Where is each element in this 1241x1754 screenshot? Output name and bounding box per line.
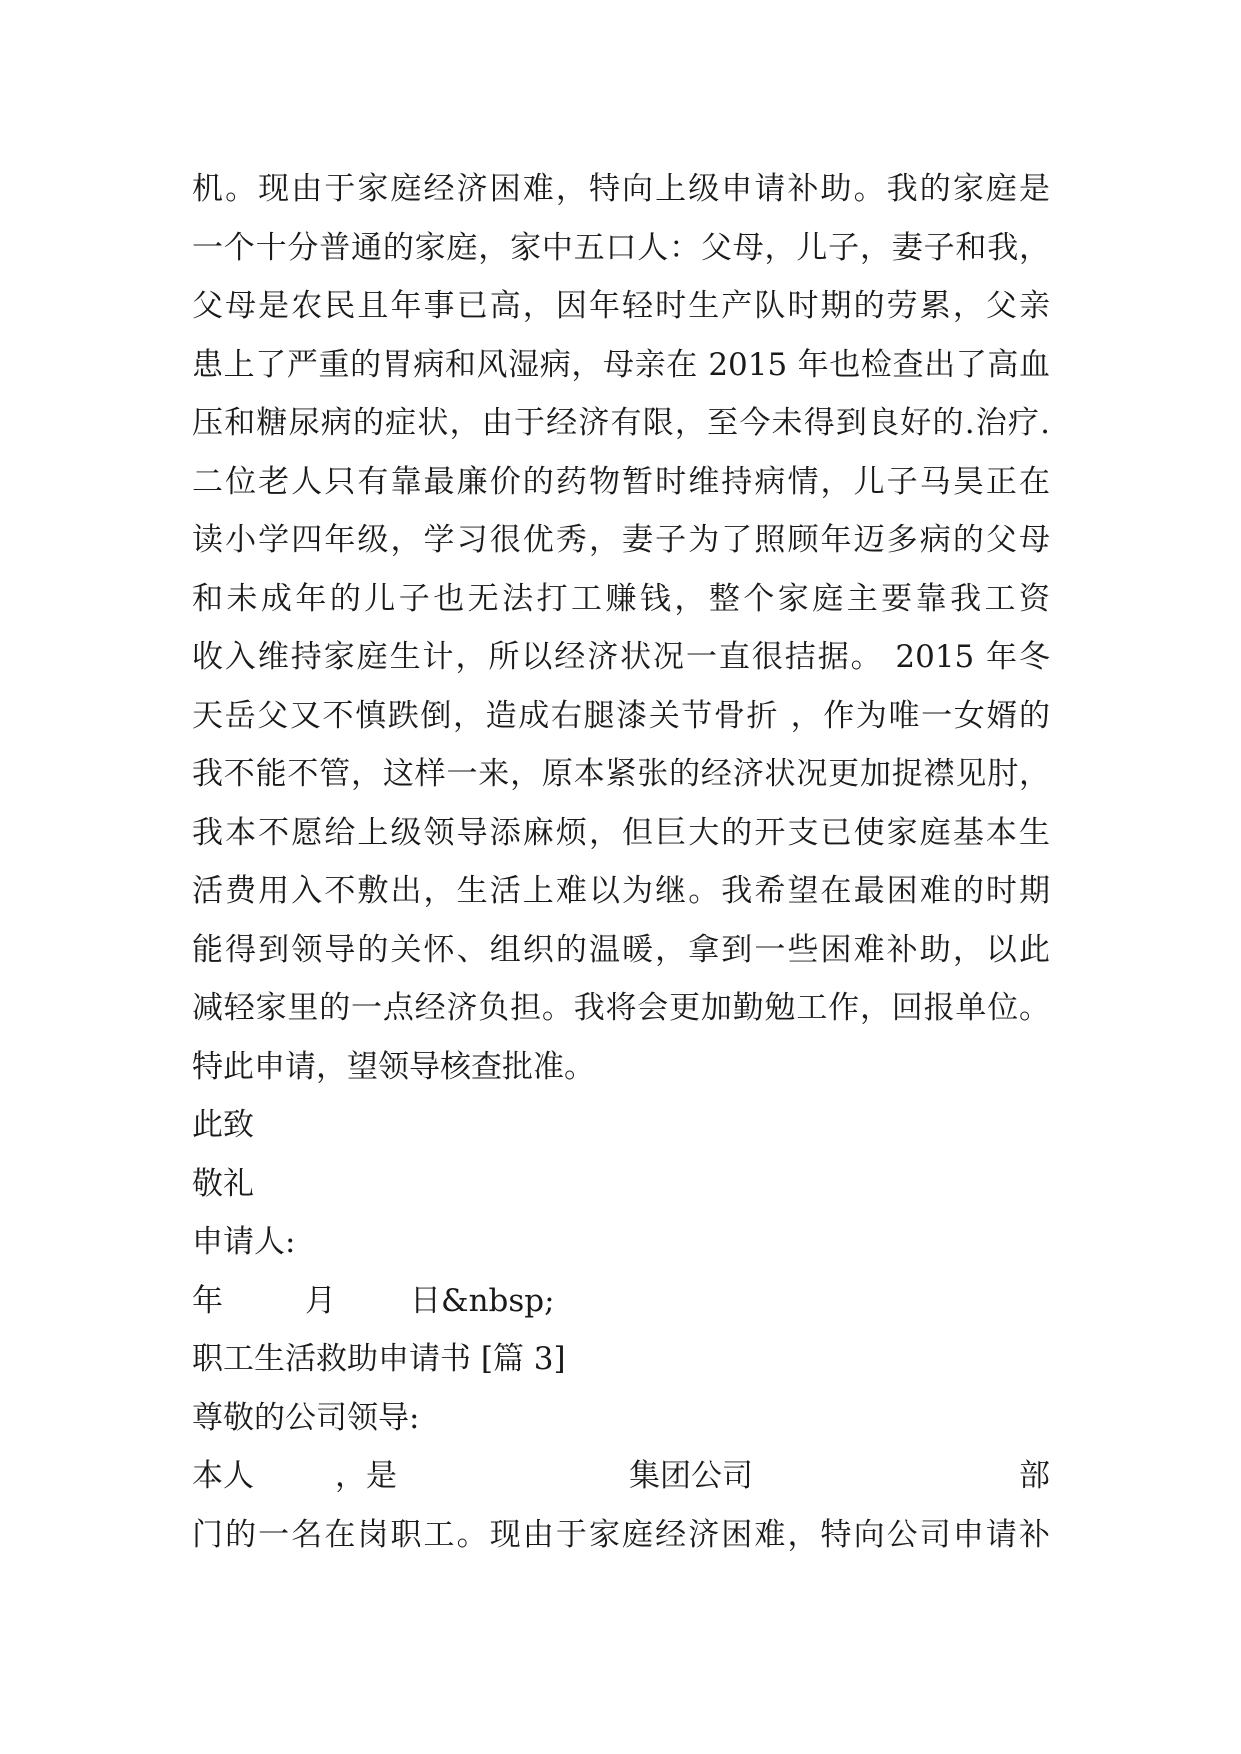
paragraph-line: 我不能不管，这样一来，原本紧张的经济状况更加捉襟见肘， [192, 756, 1050, 792]
paragraph-line: 活费用入不敷出，生活上难以为继。我希望在最困难的时期 [192, 873, 1050, 909]
paragraph-line: 二位老人只有靠最廉价的药物暂时维持病情，儿子马昊正在 [192, 463, 1050, 500]
paragraph-line: 父母是农民且年事已高，因年轻时生产队时期的劳累，父亲 [192, 288, 1050, 324]
paragraph-line: 读小学四年级，学习很优秀，妻子为了照顾年迈多病的父母 [192, 522, 1050, 558]
paragraph-line: 门的一名在岗职工。现由于家庭经济困难，特向公司申请补 [192, 1516, 1050, 1553]
intro-part-3: 集团公司 [629, 1458, 753, 1494]
intro-line [192, 1447, 1050, 1506]
date-year: 年 [192, 1282, 223, 1319]
paragraph-line: 压和糖尿病的症状，由于经济有限，至今未得到良好的.治疗. [192, 405, 1050, 441]
paragraph-line: 能得到领导的关怀、组织的温暖，拿到一些困难补助，以此 [192, 931, 1050, 968]
paragraph-line: 收入维持家庭生计，所以经济状况一直很拮据。 2015 年冬 [192, 639, 1050, 675]
greeting: 尊敬的公司领导: [192, 1399, 420, 1436]
closing-request: 特此申请，望领导核查批准。 [192, 1048, 595, 1085]
applicant-label: 申请人: [192, 1224, 296, 1260]
intro-part-4: 部 [1019, 1458, 1050, 1494]
paragraph-line: 我本不愿给上级领导添麻烦，但巨大的开支已使家庭基本生 [192, 814, 1050, 851]
date-month: 月 [305, 1282, 336, 1319]
date-day: 日&nbsp; [410, 1282, 555, 1319]
date-line [192, 1272, 1050, 1331]
paragraph-line: 减轻家里的一点经济负担。我将会更加勤勉工作，回报单位。 [192, 990, 1050, 1026]
intro-part-1: 本人 [192, 1458, 254, 1494]
salutation-jing-li: 敬礼 [192, 1165, 254, 1202]
paragraph-line: 天岳父又不慎跌倒，造成右腿漆关节骨折 ，作为唯一女婿的 [192, 697, 1050, 734]
document-body [192, 160, 1050, 1564]
section-title: 职工生活救助申请书 [篇 3] [192, 1341, 566, 1377]
paragraph-line: 和未成年的儿子也无法打工赚钱，整个家庭主要靠我工资 [192, 580, 1050, 617]
paragraph-line: 机。现由于家庭经济困难，特向上级申请补助。我的家庭是 [192, 171, 1050, 207]
paragraph-line: 一个十分普通的家庭，家中五口人：父母，儿子，妻子和我， [192, 229, 1050, 266]
paragraph-line: 患上了严重的胃病和风湿病，母亲在 2015 年也检查出了高血 [192, 346, 1050, 383]
intro-part-2: ，是 [335, 1458, 397, 1494]
salutation-ci-zhi: 此致 [192, 1107, 254, 1143]
